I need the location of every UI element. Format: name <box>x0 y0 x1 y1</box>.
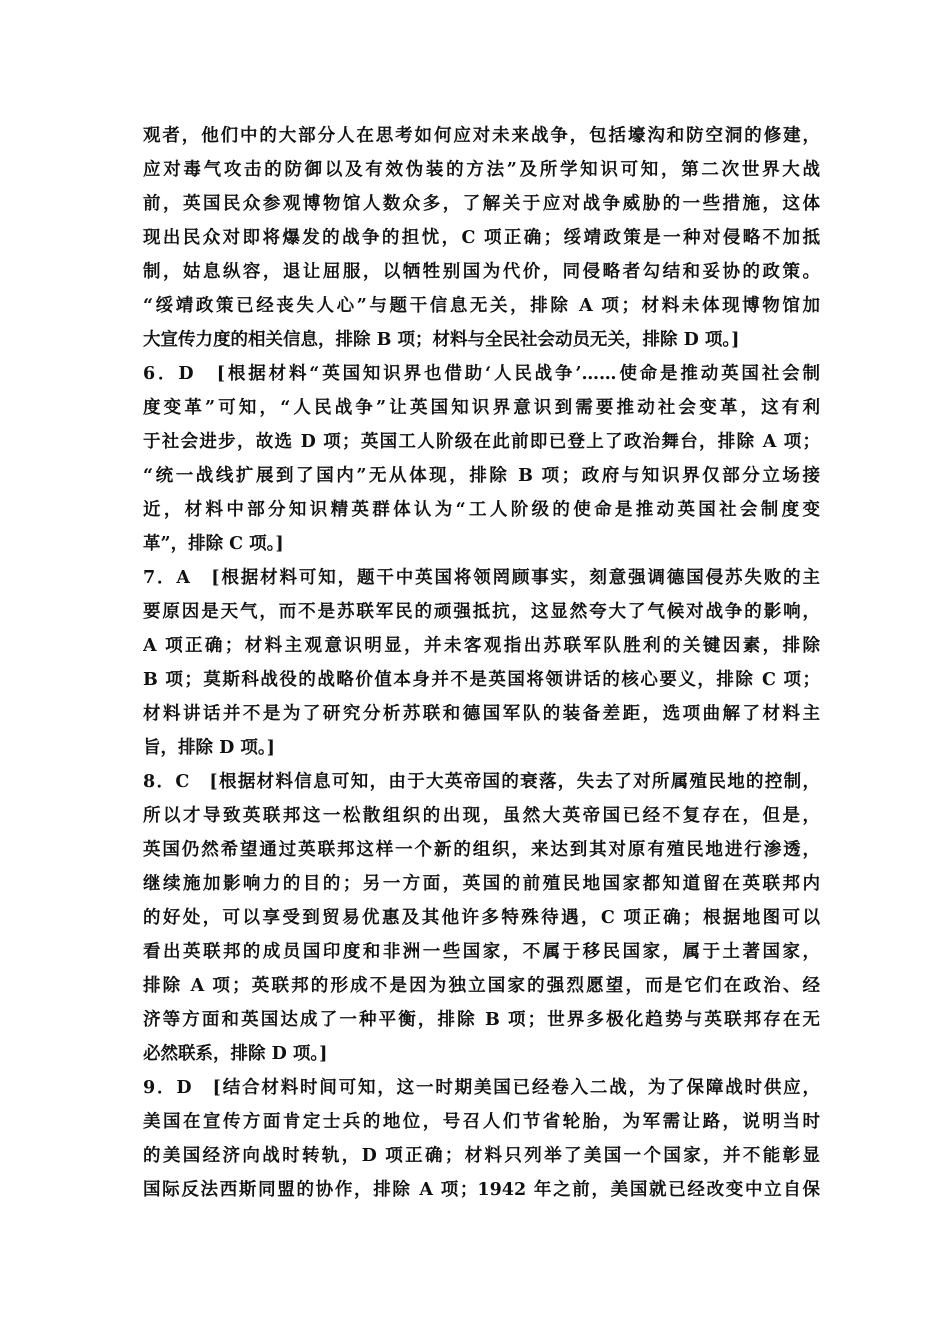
text-line: 英国仍然希望通过英联邦这样一个新的组织，来达到其对原有殖民地进行渗透， <box>143 840 820 860</box>
answer-9-line: 9．D [结合材料时间可知，这一时期美国已经卷入二战，为了保障战时供应， <box>143 1078 820 1098</box>
text-line: 于社会进步，故选 D 项；英国工人阶级在此前即已登上了政治舞台，排除 A 项； <box>143 432 820 452</box>
text-line: B 项；莫斯科战役的战略价值本身并不是英国将领讲话的核心要义，排除 C 项； <box>143 670 820 690</box>
text-line: “绥靖政策已经丧失人心”与题干信息无关，排除 A 项；材料未体现博物馆加 <box>143 296 820 316</box>
text-line: 制，姑息纵容，退让屈服，以牺牲别国为代价，同侵略者勾结和妥协的政策。 <box>143 262 820 282</box>
text-line: 应对毒气攻击的防御以及有效伪装的方法”及所学知识可知，第二次世界大战 <box>143 160 820 180</box>
text-line: 必然联系，排除 D 项。] <box>143 1044 328 1064</box>
document-body <box>143 119 820 1207</box>
text-line: 近，材料中部分知识精英群体认为“工人阶级的使命是推动英国社会制度变 <box>143 500 820 520</box>
text-line: 继续施加影响力的目的；另一方面，英国的前殖民地国家都知道留在英联邦内 <box>143 874 820 894</box>
text-line: 材料讲话并不是为了研究分析苏联和德国军队的装备差距，选项曲解了材料主 <box>143 704 820 724</box>
text-line: 要原因是天气，而不是苏联军民的顽强抵抗，这显然夸大了气候对战争的影响， <box>143 602 820 622</box>
text-line: 观者，他们中的大部分人在思考如何应对未来战争，包括壕沟和防空洞的修建， <box>143 126 820 146</box>
text-line: 济等方面和英国达成了一种平衡，排除 B 项；世界多极化趋势与英联邦存在无 <box>143 1010 820 1030</box>
text-line: 美国在宣传方面肯定士兵的地位，号召人们节省轮胎，为军需让路，说明当时 <box>143 1112 820 1132</box>
text-line: 排除 A 项；英联邦的形成不是因为独立国家的强烈愿望，而是它们在政治、经 <box>143 976 820 996</box>
text-line: 旨，排除 D 项。] <box>143 738 275 758</box>
text-line: A 项正确；材料主观意识明显，并未客观指出苏联军队胜利的关键因素，排除 <box>143 636 820 656</box>
text-line: 革”，排除 C 项。] <box>143 534 284 554</box>
text-line: 所以才导致英联邦这一松散组织的出现，虽然大英帝国已经不复存在，但是， <box>143 806 820 826</box>
text-line: 的美国经济向战时转轨，D 项正确；材料只列举了美国一个国家，并不能彰显 <box>143 1146 820 1166</box>
text-line: 前，英国民众参观博物馆人数众多，了解关于应对战争威胁的一些措施，这体 <box>143 194 820 214</box>
text-line: 大宣传力度的相关信息，排除 B 项；材料与全民社会动员无关，排除 D 项。] <box>143 330 740 350</box>
answer-7-line: 7．A [根据材料可知，题干中英国将领罔顾事实，刻意强调德国侵苏失败的主 <box>143 568 820 588</box>
text-line: 国际反法西斯同盟的协作，排除 A 项；1942 年之前，美国就已经改变中立自保 <box>143 1180 820 1200</box>
answer-8-line: 8．C [根据材料信息可知，由于大英帝国的衰落，失去了对所属殖民地的控制， <box>143 772 820 792</box>
text-line: 现出民众对即将爆发的战争的担忧，C 项正确；绥靖政策是一种对侵略不加抵 <box>143 228 820 248</box>
text-line: 度变革”可知，“人民战争”让英国知识界意识到需要推动社会变革，这有利 <box>143 398 820 418</box>
text-line: “统一战线扩展到了国内”无从体现，排除 B 项；政府与知识界仅部分立场接 <box>143 466 820 486</box>
text-line: 的好处，可以享受到贸易优惠及其他许多特殊待遇，C 项正确；根据地图可以 <box>143 908 820 928</box>
answer-6-line: 6．D [根据材料“英国知识界也借助‘人民战争’……使命是推动英国社会制 <box>143 364 820 384</box>
text-line: 看出英联邦的成员国印度和非洲一些国家，不属于移民国家，属于土著国家， <box>143 942 820 962</box>
